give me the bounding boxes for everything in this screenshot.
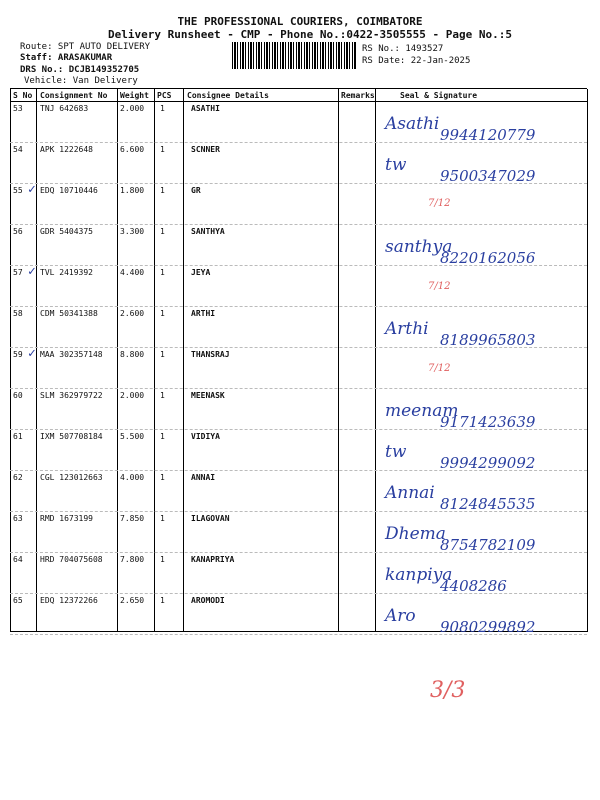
cell-pcs: 1 [160,514,165,523]
cell-weight: 5.500 [120,432,145,441]
cell-consignee: ASATHI [191,104,220,113]
cell-pcs: 1 [160,596,165,605]
column-divider [154,89,155,632]
cell-pcs: 1 [160,350,165,359]
cell-consignee: JEYA [191,268,211,277]
cell-weight: 2.000 [120,104,145,113]
check-mark-icon: ✓ [28,264,36,279]
row-separator [10,388,587,389]
cell-weight: 3.300 [120,227,145,236]
cell-sno: 62 [13,473,23,482]
handwritten-phone: 8124845535 [440,495,536,513]
red-mark: 7/12 [428,363,451,374]
red-mark: 7/12 [428,281,451,292]
handwritten-signature: Annai [385,483,435,503]
cell-consignment: SLM 362979722 [40,391,103,400]
col-header-seal-signature: Seal & Signature [400,91,478,100]
vehicle-label: Vehicle: Van Delivery [24,76,138,86]
table-header-border [10,101,587,102]
cell-pcs: 1 [160,227,165,236]
cell-sno: 64 [13,555,23,564]
col-header-sno: S No [13,91,33,100]
column-divider [375,89,376,632]
row-separator [10,593,587,594]
cell-consignee: AROMODI [191,596,225,605]
cell-consignment: GDR 5404375 [40,227,93,236]
handwritten-signature: Dhema [385,524,446,544]
col-header-consignment: Consignment No [40,91,108,100]
cell-consignee: ARTHI [191,309,216,318]
cell-consignment: HRD 704075608 [40,555,103,564]
handwritten-phone: 4408286 [440,577,507,595]
handwritten-phone: 9994299092 [440,454,536,472]
cell-consignment: RMD 1673199 [40,514,93,523]
cell-weight: 7.800 [120,555,145,564]
column-divider [36,89,37,632]
row-separator [10,470,587,471]
handwritten-phone: 9171423639 [440,413,536,431]
cell-consignment: CGL 123012663 [40,473,103,482]
cell-weight: 1.800 [120,186,145,195]
cell-pcs: 1 [160,186,165,195]
handwritten-signature: meenam [385,401,459,421]
red-total-mark: 3/3 [430,678,466,703]
cell-weight: 2.000 [120,391,145,400]
cell-consignment: IXM 507708184 [40,432,103,441]
company-title: THE PROFESSIONAL COURIERS, COIMBATORE [177,15,423,28]
column-divider [117,89,118,632]
col-header-consignee: Consignee Details [187,91,269,100]
row-separator [10,265,587,266]
rs-date: RS Date: 22-Jan-2025 [362,56,471,66]
cell-pcs: 1 [160,473,165,482]
handwritten-phone: 8189965803 [440,331,536,349]
drs-number: DRS No.: DCJB149352705 [20,65,140,75]
check-mark-icon: ✓ [28,346,36,361]
cell-sno: 61 [13,432,23,441]
handwritten-signature: Aro [385,606,416,626]
cell-sno: 56 [13,227,23,236]
cell-consignee: ANNAI [191,473,216,482]
cell-pcs: 1 [160,145,165,154]
handwritten-signature: kanpiya [385,565,453,585]
cell-consignment: EDQ 10710446 [40,186,98,195]
cell-sno: 65 [13,596,23,605]
red-mark: 7/12 [428,198,451,209]
check-mark-icon: ✓ [28,182,36,197]
cell-weight: 2.600 [120,309,145,318]
cell-consignee: ILAGOVAN [191,514,230,523]
cell-consignment: MAA 302357148 [40,350,103,359]
cell-weight: 2.650 [120,596,145,605]
row-separator [10,511,587,512]
cell-sno: 55 [13,186,23,195]
cell-consignee: GR [191,186,201,195]
handwritten-phone: 9944120779 [440,126,536,144]
row-separator [10,552,587,553]
cell-pcs: 1 [160,309,165,318]
cell-consignee: VIDIYA [191,432,220,441]
row-separator [10,429,587,430]
row-separator [10,306,587,307]
cell-consignment: CDM 50341388 [40,309,98,318]
cell-pcs: 1 [160,268,165,277]
cell-sno: 60 [13,391,23,400]
cell-sno: 63 [13,514,23,523]
column-divider [587,89,588,632]
col-header-weight: Weight [120,91,149,100]
column-divider [338,89,339,632]
handwritten-phone: 8754782109 [440,536,536,554]
row-separator [10,142,587,143]
cell-weight: 4.000 [120,473,145,482]
row-separator [10,347,587,348]
cell-consignee: THANSRAJ [191,350,230,359]
handwritten-phone: 8220162056 [440,249,536,267]
row-separator [10,634,587,635]
cell-consignee: SCNNER [191,145,220,154]
column-divider [10,89,11,632]
cell-pcs: 1 [160,391,165,400]
runsheet-subtitle: Delivery Runsheet - CMP - Phone No.:0422-3505555 - Page No.:5 [108,28,512,41]
cell-consignee: SANTHYA [191,227,225,236]
cell-weight: 7.850 [120,514,145,523]
row-separator [10,224,587,225]
handwritten-signature: tw [385,155,407,175]
row-separator [10,183,587,184]
cell-pcs: 1 [160,104,165,113]
handwritten-signature: Arthi [385,319,429,339]
cell-pcs: 1 [160,555,165,564]
column-divider [183,89,184,632]
cell-weight: 4.400 [120,268,145,277]
cell-sno: 59 [13,350,23,359]
handwritten-signature: tw [385,442,407,462]
cell-sno: 58 [13,309,23,318]
cell-sno: 54 [13,145,23,154]
cell-consignment: EDQ 12372266 [40,596,98,605]
cell-weight: 8.800 [120,350,145,359]
barcode [232,42,357,69]
cell-consignment: TVL 2419392 [40,268,93,277]
handwritten-phone: 9500347029 [440,167,536,185]
cell-sno: 57 [13,268,23,277]
table-top-border [10,88,587,89]
cell-consignment: TNJ 642683 [40,104,89,113]
rs-number: RS No.: 1493527 [362,44,444,54]
cell-consignment: APK 1222648 [40,145,93,154]
cell-sno: 53 [13,104,23,113]
col-header-pcs: PCS [157,91,172,100]
route-label: Route: SPT AUTO DELIVERY [20,42,151,52]
cell-pcs: 1 [160,432,165,441]
handwritten-phone: 9080299892 [440,618,536,636]
cell-consignee: KANAPRIYA [191,555,235,564]
staff-label: Staff: ARASAKUMAR [20,53,113,63]
cell-weight: 6.600 [120,145,145,154]
handwritten-signature: santhya [385,237,453,257]
cell-consignee: MEENASK [191,391,225,400]
handwritten-signature: Asathi [385,114,440,134]
col-header-remarks: Remarks [341,91,375,100]
